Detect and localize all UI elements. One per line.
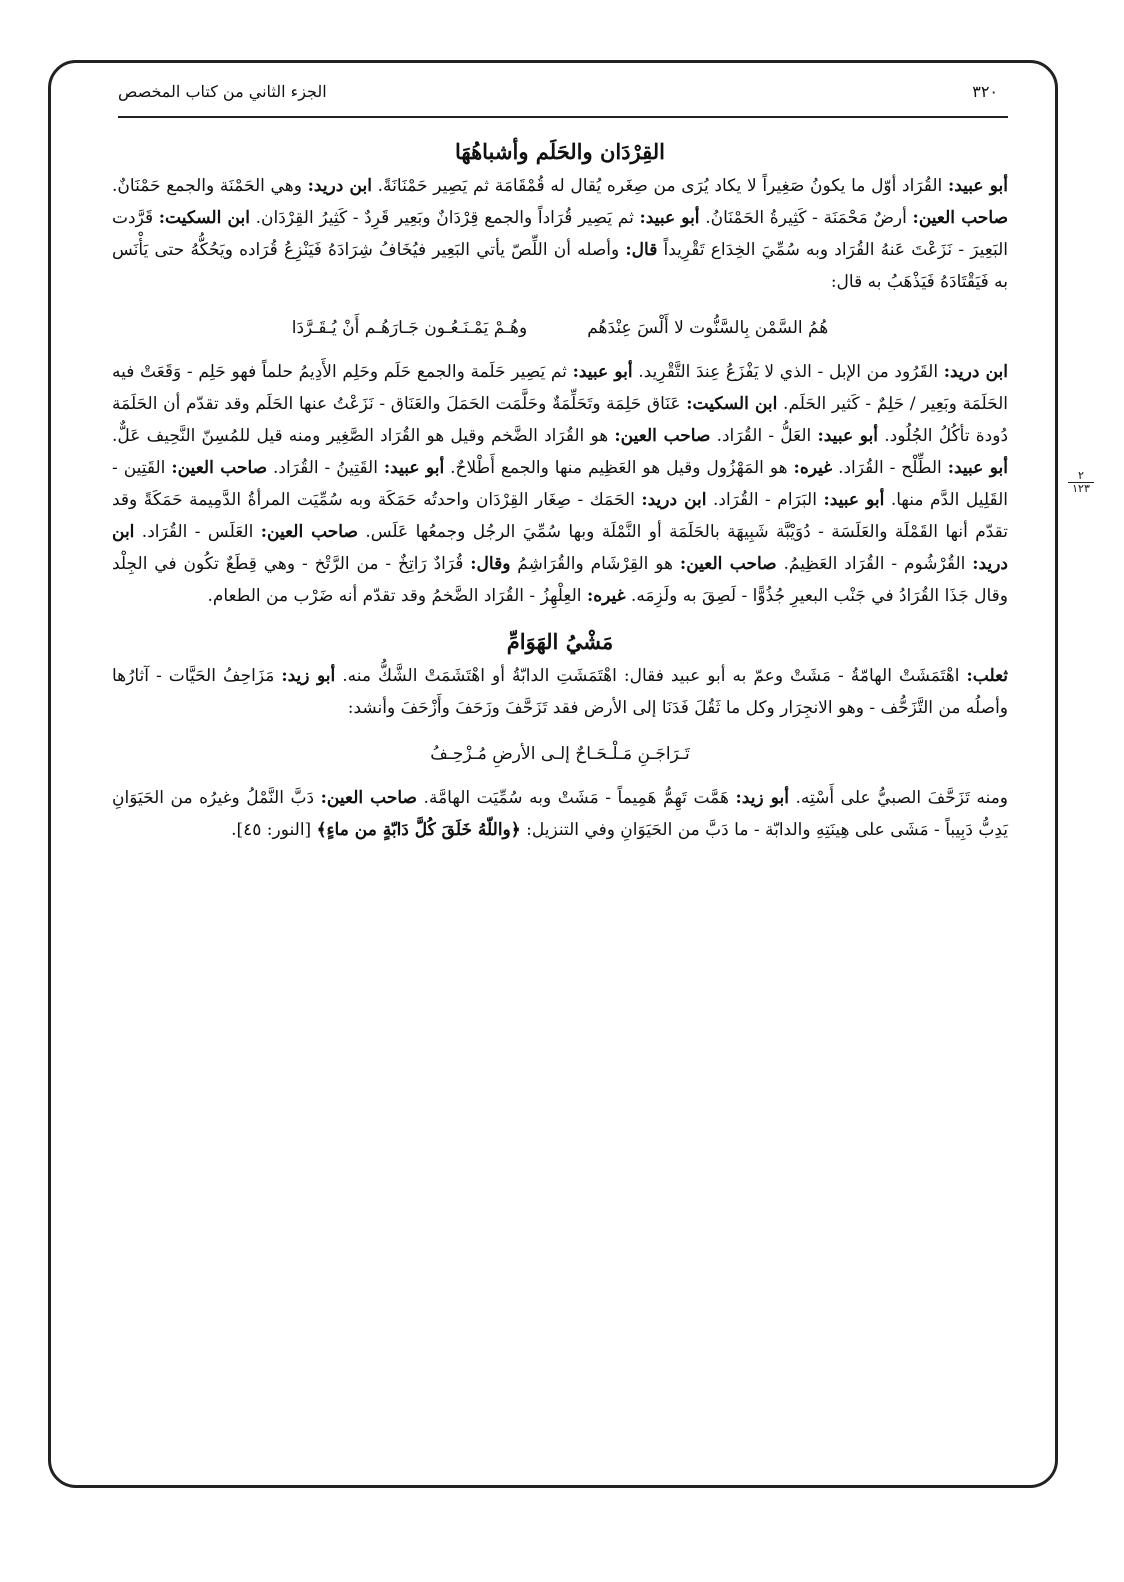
speaker-label: ثعلب: (966, 666, 1009, 686)
header-rule (118, 116, 1008, 118)
paragraph-text: القَتِينُ - القُرَاد. (267, 458, 384, 478)
paragraph-text: القَرُود من الإبل - الذي لا يَفْزَعُ عِندَ التَّقْرِيد. (632, 362, 944, 382)
paragraph-text: القُرَاد أوّل ما يكونُ صَغِيراً لا يكاد يُرَى من صِغَره يُقال له قُمْقَامَة ثم يَصِير حَمْنَانَةً. (371, 176, 948, 196)
verse-hemistich-left: وهُـمْ يَمْـنَـعُـون جَـارَهُـم أَنْ يُـقَـرَّدَا (291, 318, 528, 338)
margin-folio-note (1068, 470, 1094, 495)
speaker-label: أبو عبيد: (639, 208, 700, 228)
verse-line: تَـرَاجَـنِ مَـلْـحَـاحٌ إلـى الأرضِ مُـزْحِـفُ (430, 744, 690, 764)
paragraph (112, 782, 1008, 846)
speaker-label: صاحب العين: (171, 458, 268, 478)
speaker-label: أبو عبيد: (947, 176, 1008, 196)
verse (112, 312, 1008, 344)
paragraph-text: قُرَادٌ رَاتِخٌ - من الرَّتْخ - وهي قِطَعٌ تكُون في الجِلْد وقال جَذَا القُرَادُ في جَنْب البعيرِ جُذُوًّا - لَصِقَ به ولَزِمَه. (112, 554, 1008, 606)
speaker-label: صاحب العين: (260, 522, 358, 542)
section-title: القِرْدَان والحَلَم وأشباهُهَا (455, 139, 665, 164)
page-number: ٣٢٠ (972, 81, 998, 101)
speaker-label: صاحب العين: (679, 554, 777, 574)
paragraph-text: عَنَاق حَلِمَة وتَحَلِّمَةٌ وحَلَّمَت الحَمَلَ والعَنَاق - نَزَعْتُ عنها الحَلَم وقد تقدّم أن الحَلَمَة دُودة تأكُلُ الجُلُود. (112, 394, 1009, 446)
paragraph-text: أرضٌ مَحْمَنَة - كَثِيرةُ الحَمْنَانُ. (699, 208, 913, 228)
paragraph-text: البَرَام - القُرَاد. (706, 490, 824, 510)
paragraph-text: قَرَّدت البَعِيرَ - نَزَعْتَ عَنهُ القُرَاد وبه سُمِّيَ الخِدَاع تَقْرِيداً (112, 208, 1009, 260)
paragraph-text: [النور: ٤٥]. (231, 820, 317, 840)
paragraph-text: العَلُّ - القُرَاد. (710, 426, 818, 446)
speaker-label: أبو عبيد: (383, 458, 445, 478)
speaker-label: ابن دريد: (307, 176, 372, 196)
paragraph-text: ومنه تَزَحَّفَ الصبيُّ على أَسْتِه. (788, 788, 1009, 808)
speaker-label: أبو عبيد: (817, 426, 879, 446)
paragraph-text: القَتِين - القَلِيل الدَّم منها. (112, 458, 1008, 510)
margin-note-top: ٢ (1078, 469, 1084, 482)
speaker-label: أبو زيد: (281, 666, 336, 686)
speaker-label: غيره: (793, 458, 833, 478)
paragraph-text: الطِّلْح - القُرَاد. (832, 458, 948, 478)
speaker-label: ابن دريد: (943, 362, 1009, 382)
page-body (112, 130, 1008, 852)
speaker-label: غيره: (586, 586, 626, 606)
paragraph-text: وهي الحَمْنَة والجمع حَمْنَانٌ. (112, 176, 308, 196)
paragraph (112, 170, 1008, 298)
speaker-label: ابن دريد: (112, 522, 1008, 574)
paragraph-text: اهْتَمَشَتْ الهامّةُ - مَشَتْ وعمّ به أبو عبيد فقال: اهْتَمَشَتِ الدابّةُ أو اهْتَشَمَتْ الشَّكُّ منه. (335, 666, 967, 686)
paragraph-text: دَبَّ النَّمْلُ وغيرُه من الحَيَوَانِ يَدِبُّ دَبِيباً - مَشَى على هِينَتِهِ والدابّة - ما دَبَّ من الحَيَوَانِ وفي التنزيل: (112, 788, 1008, 840)
paragraph-text: العَلَس - القُرَاد. (134, 522, 261, 542)
section-title: مَشْيُ الهَوَامِّ (506, 629, 614, 654)
verse-hemistich-right: هُمُ السَّمْن بِالسَّنُّوت لا أَلْسَ عِنْدَهُم (587, 318, 829, 338)
verse (112, 738, 1008, 770)
speaker-label: وقال: (470, 554, 511, 574)
speaker-label: أبو عبيد: (572, 362, 633, 382)
paragraph-text: مَزَاحِفُ الحَيَّات - آثارُها وأصلُه من التَّزَحُّف - وهو الانجِرَار وكل ما ثَقُلَ فَدَنَا إلى الأرض فقد تَزَحَّفَ وزَحَفَ وأَزْحَفَ وأنشد: (112, 666, 1008, 718)
speaker-label: أبو عبيد: (947, 458, 1009, 478)
paragraph-text: هو القُرَاد الضَّخم وقيل هو القُرَاد الصَّغِير ومنه قيل للمُسِنّ النَّحِيف عَلٌّ. (112, 426, 615, 446)
paragraph-text: ثم يَصِير قُرَاداً والجمع قِرْدَانٌ وبَعِير قَرِدٌ - كَثِيرُ القِرْدَان. (249, 208, 640, 228)
paragraph-text: هو المَهْزُول وقيل هو العَظِيم منها والجمع أَطْلاحٌ. (444, 458, 794, 478)
page-header (118, 72, 998, 110)
paragraph-text: الحَمَك - صِغَار القِرْدَان واحدتُه حَمَكَة وبه سُمِّيَت المرأةُ الدَّمِيمة حَمَكَةً وقد تقدّم أنها القَمْلَة والعَلَسَة - دُوَيْبَّة شَبِيهَة بالحَلَمَة أو النَّمْلَة وبها سُمِّيَ الرجُل وجمعُها عَلَس. (112, 490, 1009, 542)
paragraph-text: العِلْهِزُ - القُرَاد الضَّخمُ وقد تقدّم أنه ضَرْب من الطعام. (207, 586, 587, 606)
paragraph-text: هو القِرْشَام والقُرَاشِمُ (510, 554, 680, 574)
paragraph-text: هَمَّت تَهِمُّ هَمِيماً - مَشَتْ وبه سُمِّيَت الهامَّة. (417, 788, 736, 808)
speaker-label: أبو زيد: (735, 788, 789, 808)
speaker-label: قال: (625, 240, 658, 260)
paragraph-text: وأصله أن اللِّصّ يأتي البَعِير فيُخَافُ شِرَادَهُ فَيَنْزِعُ قُرَاده ويَحُكُّهُ حتى يَأْنَس به فَيَقْتَادَهُ فَيَذْهَبُ به قال: (112, 240, 1008, 292)
margin-note-bottom: ١٢٣ (1068, 482, 1094, 495)
speaker-label: صاحب العين: (912, 208, 1009, 228)
speaker-label: ابن السكيت: (686, 394, 778, 414)
speaker-label: صاحب العين: (614, 426, 711, 446)
speaker-label: أبو عبيد: (823, 490, 885, 510)
paragraph (112, 356, 1008, 612)
speaker-label: ﴿واللّهُ خَلَقَ كُلَّ دَابّةٍ من ماءٍ﴾ (316, 820, 521, 840)
speaker-label: صاحب العين: (320, 788, 417, 808)
paragraph-text: ثم يَصِير حَلَمة والجمع حَلَم وحَلِم الأَدِيمُ حلماً فهو حَلِم - وَقَعَتْ فيه الحَلَمَة وبَعِير / حَلِمٌ - كَثير الحَلَم. (112, 362, 1008, 414)
paragraph-text: القُرْشُوم - القُرَاد العَظِيمُ. (776, 554, 973, 574)
paragraph (112, 660, 1008, 724)
speaker-label: ابن السكيت: (158, 208, 250, 228)
running-title: الجزء الثاني من كتاب المخصص (118, 81, 327, 101)
speaker-label: ابن دريد: (641, 490, 707, 510)
